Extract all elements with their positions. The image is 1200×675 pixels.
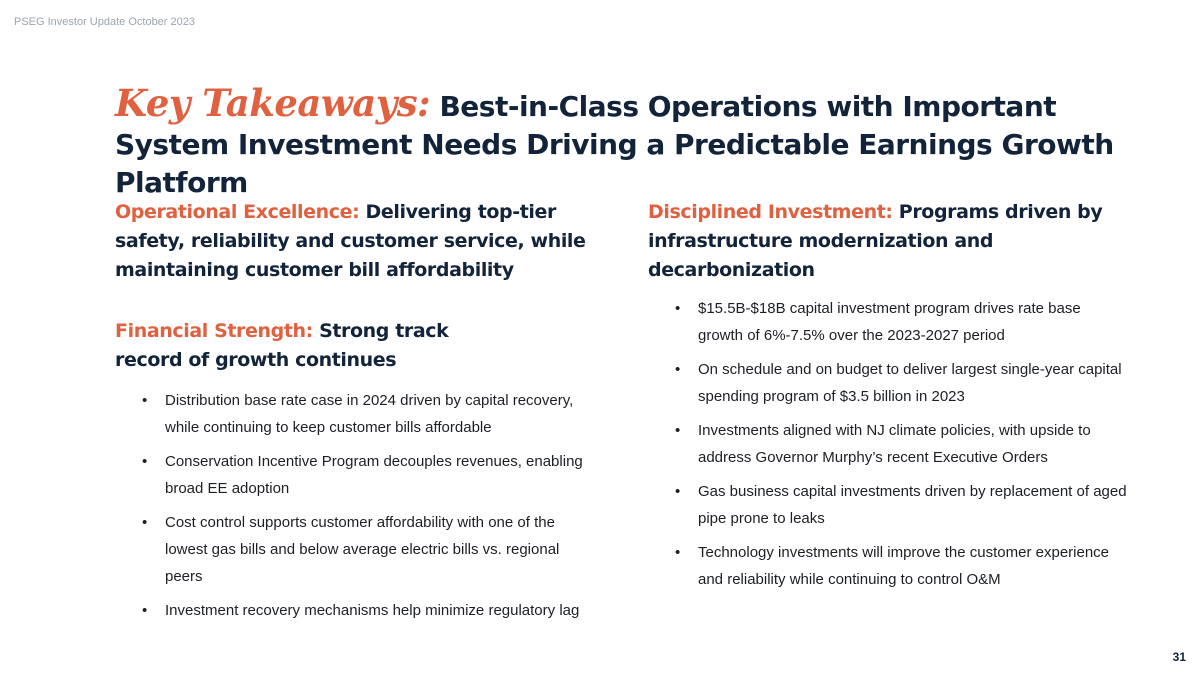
bullet-text: Investments aligned with NJ climate policies, with upside to address Governor Murphy’s recent Executive Orders [698, 422, 1091, 466]
bullet-icon: • [675, 300, 681, 317]
bullet-icon: • [675, 422, 681, 439]
bullet-text: Technology investments will improve the customer experience and reliability while continuing to control O&M [698, 544, 1110, 588]
title-main: Best-in-Class Operations with Important System Investment Needs Driving a Predictable Earnings Growth Platform [115, 90, 1114, 199]
operational-excellence-text: Delivering top-tier safety, reliability and customer service, while maintaining customer bill affordability [115, 201, 586, 281]
bullet-icon: • [142, 514, 148, 531]
bullet-icon: • [142, 602, 148, 619]
list-item [115, 597, 600, 624]
bullet-text: Investment recovery mechanisms help minimize regulatory lag [165, 602, 580, 619]
section-spacer [115, 285, 600, 317]
disciplined-investment-label: Disciplined Investment: [648, 201, 893, 223]
bullet-text: $15.5B-$18B capital investment program drives rate base growth of 6%-7.5% over the 2023-2027 period [698, 300, 1081, 344]
bullet-text: Distribution base rate case in 2024 driven by capital recovery, while continuing to keep customer bills affordable [165, 392, 574, 436]
bullet-text: Gas business capital investments driven by replacement of aged pipe prone to leaks [698, 483, 1127, 527]
financial-strength-label: Financial Strength: [115, 320, 313, 342]
list-item [648, 539, 1128, 593]
page-number: 31 [1172, 650, 1186, 664]
list-item [648, 417, 1128, 471]
bullet-icon: • [675, 361, 681, 378]
list-item [648, 478, 1128, 532]
financial-strength-heading [115, 317, 515, 375]
list-item [115, 448, 600, 502]
left-column [115, 198, 600, 631]
bullet-icon: • [142, 392, 148, 409]
bullet-text: On schedule and on budget to deliver largest single-year capital spending program of $3.5 billion in 2023 [698, 361, 1122, 405]
operational-excellence-heading [115, 198, 600, 285]
slide-title [115, 81, 1115, 202]
list-item [648, 295, 1128, 349]
financial-strength-text: Strong track record of growth continues [115, 320, 449, 371]
bullet-icon: • [675, 544, 681, 561]
financial-strength-bullets [115, 387, 600, 624]
list-item [648, 356, 1128, 410]
bullet-text: Conservation Incentive Program decouples revenues, enabling broad EE adoption [165, 453, 583, 497]
title-accent: Key Takeaways: [115, 81, 431, 125]
list-item [115, 509, 600, 590]
operational-excellence-label: Operational Excellence: [115, 201, 360, 223]
header-label: PSEG Investor Update October 2023 [14, 16, 195, 28]
disciplined-investment-text: Programs driven by infrastructure modernization and decarbonization [648, 201, 1103, 281]
right-column [648, 198, 1128, 600]
list-item [115, 387, 600, 441]
bullet-text: Cost control supports customer affordability with one of the lowest gas bills and below average electric bills vs. regional peers [165, 514, 560, 585]
bullet-icon: • [142, 453, 148, 470]
disciplined-investment-heading [648, 198, 1128, 285]
bullet-icon: • [675, 483, 681, 500]
disciplined-investment-bullets [648, 295, 1128, 593]
